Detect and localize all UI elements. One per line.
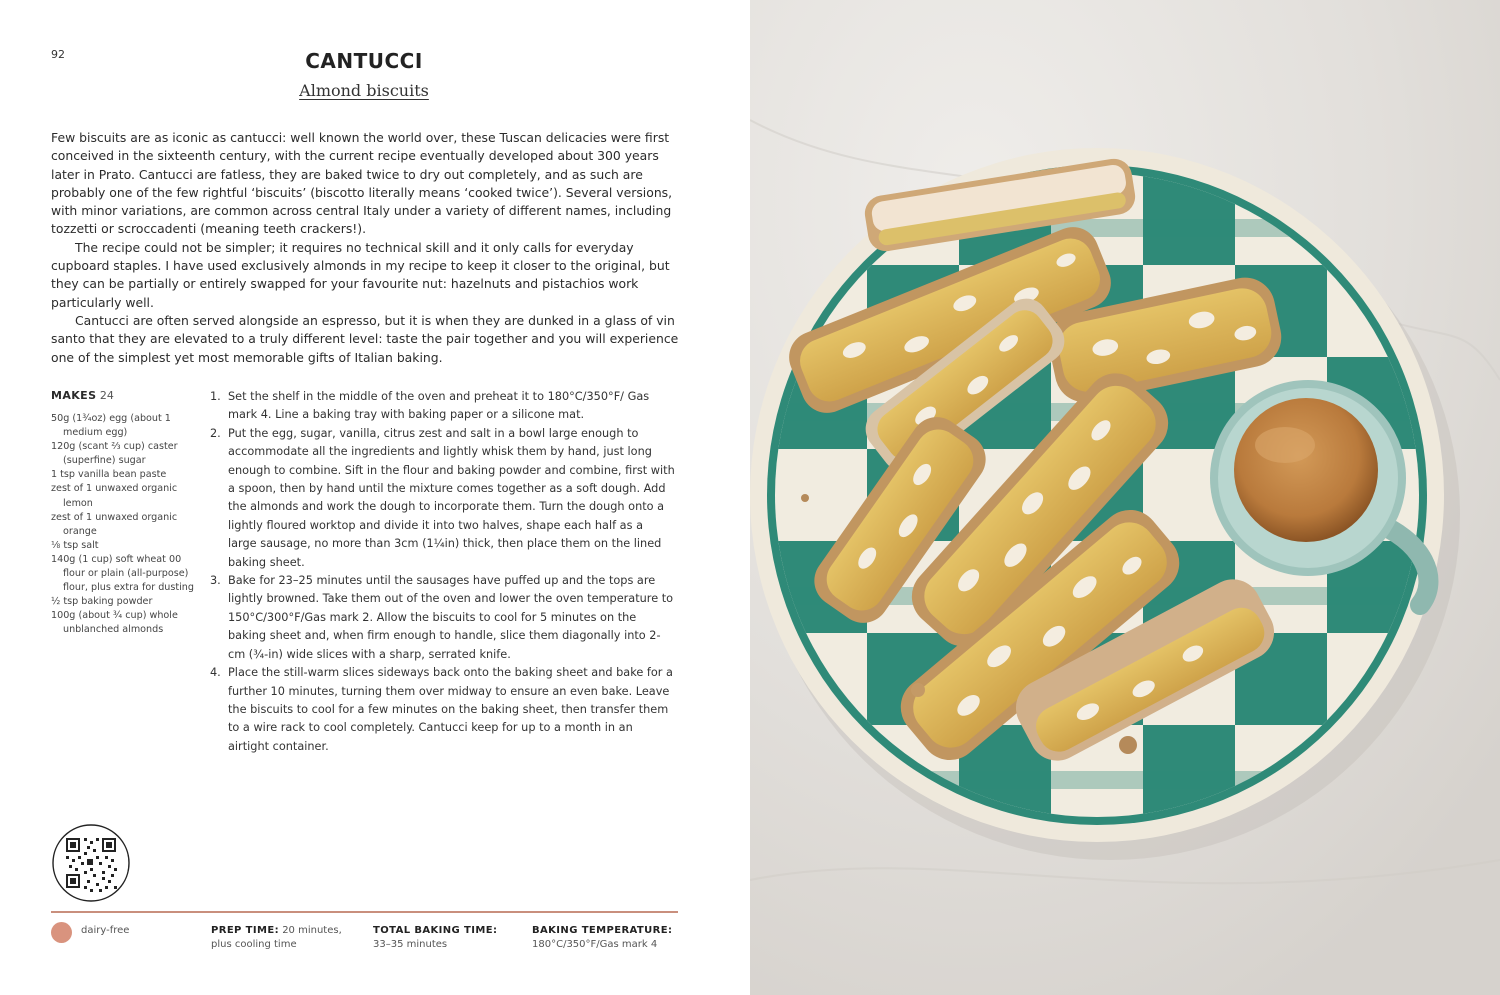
ingredient-item: 120g (scant ⅔ cup) caster (superfine) sugar [51, 441, 178, 467]
page-number: 92 [51, 48, 65, 61]
intro-paragraph: Cantucci are often served alongside an espresso, but it is when they are dunked in a glass of vin santo that they are elevated to a truly different level: taste the pair together and you will experience one of the simplest yet most memorable gifts of Italian baking. [51, 312, 679, 365]
ingredient-item: zest of 1 unwaxed organic lemon [51, 483, 178, 509]
recipe-subtitle [0, 81, 728, 100]
total-baking-time-label: TOTAL BAKING TIME: [373, 925, 498, 936]
ingredient-item: 1 tsp vanilla bean paste [51, 469, 167, 481]
recipe-subtitle-text: Almond biscuits [299, 81, 429, 100]
step-number: 1. [210, 390, 221, 403]
total-baking-time-value: 33–35 minutes [373, 939, 448, 950]
intro-paragraph: The recipe could not be simpler; it requires no technical skill and it only calls for everyday cupboard staples. I have used exclusively almonds in my recipe to keep it closer to the original, but they can be partially or entirely swapped for your favourite nut: hazelnuts and pistachios work particularly well. [51, 239, 670, 310]
method-step [210, 572, 675, 664]
method-steps [210, 388, 675, 756]
ingredient-item: ½ tsp baking powder [51, 596, 153, 608]
intro-text [51, 129, 681, 367]
method-step [210, 388, 675, 425]
method-step [210, 425, 675, 572]
makes-yield [51, 389, 114, 402]
ingredient-item: ⅛ tsp salt [51, 539, 99, 551]
ingredient-item: zest of 1 unwaxed organic orange [51, 511, 178, 537]
photo-page [750, 0, 1500, 995]
qr-code-icon[interactable] [52, 824, 130, 902]
ingredients-list [51, 412, 201, 638]
total-baking-time [373, 924, 513, 952]
ingredient-item: 50g (1¾oz) egg (about 1 medium egg) [51, 413, 171, 439]
step-number: 2. [210, 426, 221, 440]
ingredient-item: 100g (about ¾ cup) whole unblanched almonds [51, 610, 178, 636]
step-text: Bake for 23–25 minutes until the sausages have puffed up and the tops are lightly browned. Take them out of the oven and lower the oven temperature to 150°C/300°F/Gas mark 2. Allow the biscuits to cool for 5 minutes on the baking sheet and, when firm enough to handle, slice them diagonally into 2-cm (¾-in) wide slices with a sharp, serrated knife. [228, 574, 674, 661]
step-number: 4. [210, 666, 221, 680]
baking-temperature [532, 924, 682, 952]
dairy-free-dot-icon [51, 922, 72, 943]
method-step [210, 664, 675, 756]
recipe-title: CANTUCCI [305, 49, 423, 73]
cantucci-photo [750, 0, 1500, 995]
makes-count: 24 [99, 389, 114, 402]
dietary-label: dairy-free [81, 925, 130, 936]
step-text: Put the egg, sugar, vanilla, citrus zest and salt in a bowl large enough to accommodate all the ingredients and lightly whisk them by hand, just long enough to combine. Sift in the flour and baking powder and combine, first with a spoon, then by hand until the mixture comes together as a soft dough. Add the almonds and work the dough to incorporate them. Turn the dough onto a lightly floured worktop and divide it into two halves, shape each half as a large sausage, no more than 3cm (1¼in) thick, then place them on the lined baking sheet. [228, 426, 675, 569]
prep-time [211, 924, 351, 952]
footer-divider [51, 911, 678, 913]
step-number: 3. [210, 574, 221, 588]
step-text: Place the still-warm slices sideways back onto the baking sheet and bake for a further 10 minutes, turning them over midway to ensure an even bake. Leave the biscuits to cool for a few minutes on the baking sheet, then transfer them to a wire rack to cool completely. Cantucci keep for up to a month in an airtight container. [228, 666, 673, 753]
prep-time-label: PREP TIME: [211, 925, 279, 936]
step-text: Set the shelf in the middle of the oven and preheat it to 180°C/350°F/ Gas mark 4. Line a baking tray with baking paper or a silicone mat. [228, 390, 650, 422]
baking-temperature-label: BAKING TEMPERATURE: [532, 925, 673, 936]
baking-temperature-value: 180°C/350°F/Gas mark 4 [532, 939, 658, 950]
ingredient-item: 140g (1 cup) soft wheat 00 flour or plain (all-purpose) flour, plus extra for dusting [51, 553, 194, 594]
makes-label: MAKES [51, 389, 97, 402]
prep-time-value: 20 minutes, plus cooling time [211, 925, 342, 950]
intro-paragraph: Few biscuits are as iconic as cantucci: well known the world over, these Tuscan delicacies were first conceived in the sixteenth century, with the current recipe eventually developed about 300 years later in Prato. Cantucci are fatless, they are baked twice to dry out completely, and as such are probably one of the few rightful ‘biscuits’ (biscotto literally means ‘cooked twice’). Several versions, with minor variations, are common across central Italy under a variety of different names, including tozzetti or scroccadenti (meaning teeth crackers!). [51, 130, 673, 237]
